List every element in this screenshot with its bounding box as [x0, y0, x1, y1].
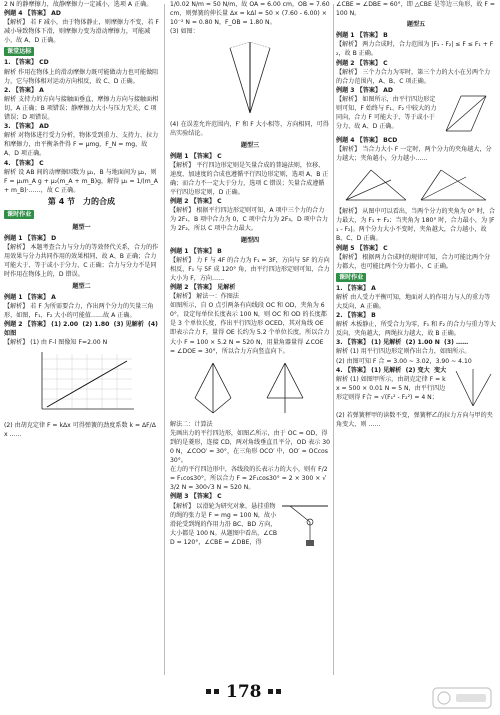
col3-line: 【解析】 三个力合力为零时，第三个力的大小在另两个力的合力范围内，A、B、C 项正确。: [336, 68, 491, 85]
pulley-figure: [280, 502, 330, 547]
section-title: 第 4 节 力的合成: [47, 196, 116, 206]
col2-line: 【解析】 平行四边形定则是矢量合成的普遍法则，位移、速度、加速度的合成也遵循平行四边形定则，选项 A、B 正确；而合力不一定大于分力，选项 C 错误；矢量合成遵循平行四边形定则，D 正确。: [170, 161, 329, 197]
col1-line: 解析 对物体进行受力分析，物体受到重力、支持力、拉力和摩擦力，由平衡条件得 F = μmg，F_N = mg，故 A、D 项正确。: [4, 132, 159, 158]
col3-line: 4. 【答案】 (1) 见解析 (2) 变大 变大: [336, 366, 447, 374]
spring-balance-figure: [451, 366, 496, 411]
spring-force-graph: [27, 349, 137, 419]
col2-line: (4) 在误差允许范围内，F′ 和 F 大小相等，方向相同，可得出实验结论。: [170, 121, 329, 138]
column-1: [4, 0, 159, 439]
page-number-ornament: [214, 689, 219, 694]
section-tag-homework: 课时作业: [336, 273, 366, 282]
col3-line: 解析 (1) 如图甲所示，由胡克定律 F = kx = 500 × 0.01 N = 5 N，由平行四边形定则得 F合 = √(F₁² - F₂²) = 4 N；: [336, 375, 446, 401]
col1-line: 2 N 的静摩擦力，故静摩擦力一定减小，选项 A 正确。: [4, 1, 153, 8]
col3-line: (2) 若弹簧秤甲的读数不变，弹簧秤乙的拉力方向与甲的夹角变大，则 ……: [336, 411, 493, 428]
force-parallelogram-figure: [215, 38, 285, 118]
section-tag-method: 课时作业: [4, 210, 34, 219]
force-composition-diagrams: [175, 358, 325, 418]
column-divider-2: [333, 4, 334, 675]
col3-line: 【解析】 根据两力合成时的规律可知，合力可能比两个分力都大，也可能比两个分力都小，C 正确。: [336, 253, 491, 270]
force-angle-diagrams: [341, 165, 491, 205]
col1-line: 【解析】 (1) 由 F-l 图像知 F=2.00 N: [4, 339, 108, 347]
col3-line: 【解析】 如图所示，由平行四边形定则可知，F 始终与 F₁、F₂ 中较大的力同向，合力 F 可能大于、等于或小于分力，故 A、D 正确。: [336, 95, 437, 131]
col1-line: 3. 【答案】 AD: [4, 123, 49, 131]
col2-line: 例题 2 【答案】 C: [170, 198, 222, 206]
page-number-ornament: [206, 689, 211, 694]
col2-line: 例题 3 【答案】 C: [170, 493, 222, 501]
col1-line: 例题 1 【答案】 D: [4, 235, 57, 243]
col3-line: 解析 (1) 用平行四边形定则作出合力，如图所示。: [336, 348, 471, 356]
col2-line: 【解析】 解法一：作图法: [170, 293, 239, 301]
col2-line: 【解析】 以滑轮为研究对象，悬挂重物的绳的张力是 F = mg = 100 N，故小滑轮受到绳的作用力沿 BC、BD 方向，大小都是 100 N。从题图中看出，∠CBD = 120°，∠CBE = ∠DBE，得: [170, 502, 278, 546]
col2-line: 如图所示，自 O 点引两条有向线段 OC 和 OD，夹角为 60°，设定每单位长度表示 100 N，则 OC 和 OD 的长度都是 3 个单位长度，作出平行四边形 OCED，其对角线 OE 即表示合力 F，量得 OE 长约为 5.2 个单位长度，所以合力大小 F = 100 × 5.2 N = 520 N，用量角器量得 ∠COE = ∠DOE = 30°，所以合力方向竖直向下。: [170, 302, 330, 355]
watermark-logo: [432, 686, 492, 710]
col2-line: 解法二：计算法: [170, 420, 213, 428]
col1-line: 【解析】 若 F 减小，由于物体静止，则摩擦力不变，若 F 减小导致物体下滑，则摩擦力变为滑动摩擦力，可能减小，故 A、D 正确。: [4, 19, 161, 45]
col1-line: 解析 设 AB 间的动摩擦因数为 μ₁，B 与地面间为 μ₂，则 F = μ₁m_A g + μ₂(m_A + m_B)g，解得 μ₂ = 1/(m_A + m_B)·……，故 C 正确。: [4, 168, 160, 194]
col2-line: (3) 如图：: [170, 28, 199, 36]
page-number-ornament: [276, 689, 281, 694]
col1-line: (2) 由胡克定律 F = kΔx 可得弹簧的劲度系数 k = ΔF/Δx ……: [4, 422, 156, 439]
question-type-heading: 题型四: [240, 236, 260, 244]
col1-line: 例题 1 【答案】 A: [4, 293, 56, 301]
column-3: [336, 0, 496, 429]
col3-line: 解析 木板静止，所受合力为零，F₁ 和 F₂ 的合力与重力等大反向，夹角越大，两绳拉力越大，故 B 正确。: [336, 321, 496, 338]
question-type-heading: 题型五: [406, 21, 426, 29]
question-type-heading: 题型一: [72, 223, 91, 231]
col1-line: 4. 【答案】 C: [4, 159, 44, 167]
page-number-ornament: [268, 689, 273, 694]
col3-line: 解析 由人受力平衡可知，地面对人的作用力与人的重力等大反向，A 正确。: [336, 293, 491, 310]
col3-line: 【解析】 从图中可以看出，当两个分力的夹角为 0° 时，合力最大，为 F₁ + F₂；当夹角为 180° 时，合力最小，为 |F₁ - F₂|。两个分力大小不变时，夹角越大，合力越小，故 B、C、D 正确。: [336, 208, 495, 243]
col1-line: 【解析】 若 F 为所需要合力，作出两个分力的矢量三角形，如图，F₁、F₂ 大小的可能值……故 A 正确。: [4, 302, 154, 319]
example-with-figure: [170, 502, 330, 547]
col1-line: 例题 4 【答案】 AD: [4, 10, 61, 18]
column-2: [170, 0, 330, 547]
col3-line: 【解析】 两力合成时，合力范围为 |F₁ - F₂| ≤ F ≤ F₁ + F₂，故 B 正确。: [336, 41, 494, 58]
col3-line: 1. 【答案】 A: [336, 284, 376, 292]
question-type-heading: 题型二: [72, 282, 91, 290]
col3-line: 3. 【答案】 (1) 见解析 (2) 1.00 N (3) ……: [336, 339, 469, 347]
col2-line: 【解析】 力 F 与 4F 的合力为 F₁ = 3F，方向与 5F 的方向相反，F₁ 与 5F 成 120° 角，由平行四边形定则可知，合力大小为 F，方向……: [170, 256, 330, 282]
col3-line: 例题 1 【答案】 B: [336, 32, 388, 40]
col2-line: 在力的平行四边形中，各线段的长表示力的大小，则有 F/2 = F₁cos30°，所以合力 F = 2F₁cos30° = 2 × 300 × √3/2 N = 300√3 N ≈ 520 N。: [170, 466, 330, 492]
example-with-figure: [336, 366, 496, 411]
col3-line: (2) 由图可知 F 合 = 3.00 ~ 3.02，3.90 ~ 4.10: [336, 357, 472, 365]
col1-line: 【解析】 本题考查合力与分力的等效替代关系，合力的作用效果与分力共同作用的效果相同，故 A、B 正确；合力可能大于、等于或小于分力，C 正确；合力与分力不是同时作用在物体上的，D 错误。: [4, 244, 159, 279]
page-number: 178: [226, 682, 262, 702]
col2-line: 例题 2 【答案】 见解析: [170, 283, 236, 291]
col1-line: 例题 2 【答案】 (1) 2.00 (2) 1.80 (3) 见解析 (4) 如图: [4, 320, 160, 337]
col1-line: 2. 【答案】 A: [4, 86, 44, 94]
column-divider-1: [164, 4, 165, 675]
col2-line: 【解析】 根据平行四边形定则可知，A 项中三个力的合力为 2F₁，B 项中合力为 0，C 项中合力为 2F₃，D 项中合力为 2F₂，所以 C 项中合力最大。: [170, 207, 328, 233]
col1-line: 解析 支持力的方向与接触面垂直，摩擦力方向与接触面相切，A 正确；B 项错误；静摩擦力大小与压力无关，C 项错误；D 项错误。: [4, 95, 159, 122]
col2-line: 例题 1 【答案】 B: [170, 247, 222, 255]
col1-line: 1. 【答案】 CD: [4, 59, 49, 67]
col3-line: 2. 【答案】 B: [336, 312, 376, 320]
example-with-figure: [336, 86, 496, 136]
parallelogram-figure: [441, 86, 496, 136]
col1-line: 解析 作用在物体上的滑动摩擦力既可能做动力也可能做阻力，它与物体相对运动方向相反，故 C、D 正确。: [4, 68, 159, 85]
col3-line: 例题 3 【答案】 AD: [336, 86, 393, 94]
col3-line: 例题 5 【答案】 C: [336, 244, 388, 252]
col2-line: 例题 1 【答案】 C: [170, 152, 222, 160]
col3-line: 【解析】 当合力大小 F 一定时，两个分力的夹角越大，分力越大；夹角越小，分力越小……: [336, 145, 492, 163]
col2-line: 先画出力的平行四边形，如图乙所示，由于 OC = OD，得到的是菱形，连接 CD，两对角线垂直且平分，OD 表示 300 N，∠COO′ = 30°，在三角形 OCO′ 中，OO′ = OCcos30°。: [170, 429, 330, 465]
col3-line: ∠CBE = ∠DBE = 60°，即 △CBE 是等边三角形，故 F = 100 N。: [336, 1, 497, 18]
col2-line: 1/0.02 N/m = 50 N/m，故 OA = 6.00 cm，OB = 7.60 cm，则弹簧的伸长量 Δx = kΔl = 50 × (7.60 - 6.00) × 10⁻² N = 0.80 N，F_OB = 1.80 N。: [170, 1, 332, 27]
question-type-heading: 题型三: [240, 141, 260, 149]
col3-line: 例题 4 【答案】 BCD: [336, 136, 398, 144]
section-tag-exercise: 课堂达标: [4, 47, 34, 56]
col3-line: 例题 2 【答案】 C: [336, 59, 388, 67]
